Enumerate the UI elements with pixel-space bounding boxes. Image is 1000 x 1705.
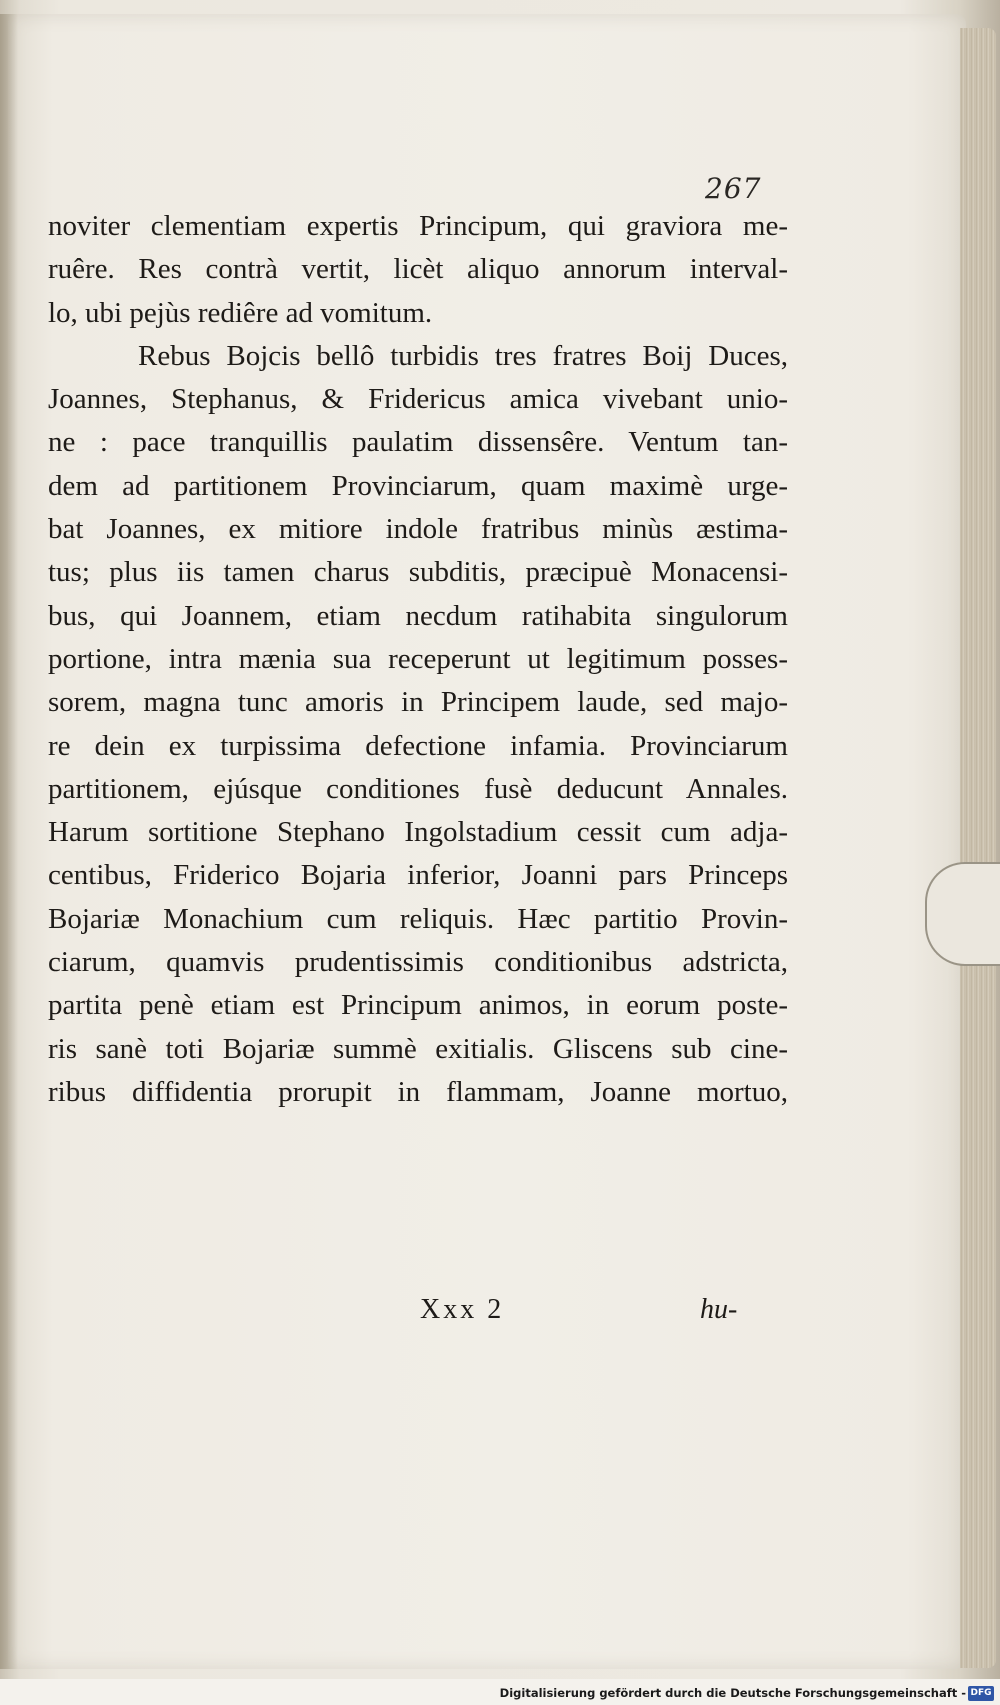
- text-line: ris sanè toti Bojariæ summè exitialis. Gliscens sub cine-: [48, 1032, 788, 1065]
- text-line: lo, ubi pejùs rediêre ad vomitum.: [48, 296, 433, 329]
- text-line: dem ad partitionem Provinciarum, quam maximè urge-: [48, 469, 788, 502]
- text-line: bat Joannes, ex mitiore indole fratribus minùs æstima-: [48, 513, 788, 546]
- gutter-shadow: [0, 14, 18, 1669]
- page-number: 267: [705, 172, 762, 205]
- text-line: ribus diffidentia prorupit in flammam, Joanne mortuo,: [48, 1075, 788, 1108]
- paragraph-start-line: Rebus Bojcis bellô turbidis tres fratres Boij Duces,: [138, 339, 788, 372]
- text-line: Joannes, Stephanus, & Fridericus amica vivebant unio-: [48, 383, 788, 416]
- digitization-footer: [0, 1679, 1000, 1705]
- signature-mark: Xxx 2: [420, 1294, 505, 1325]
- catchword: hu-: [700, 1294, 738, 1325]
- text-line: tus; plus iis tamen charus subditis, præcipuè Monacensi-: [48, 556, 788, 589]
- page-tab-marker: [925, 862, 1000, 966]
- text-line: Harum sortitione Stephano Ingolstadium cessit cum adja-: [48, 816, 788, 849]
- text-line: ruêre. Res contrà vertit, licèt aliquo annorum interval-: [48, 253, 788, 286]
- text-line: centibus, Friderico Bojaria inferior, Joanni pars Princeps: [48, 859, 788, 892]
- dfg-logo: DFG: [968, 1686, 994, 1701]
- text-line: partitionem, ejúsque conditiones fusè deducunt Annales.: [48, 772, 788, 805]
- text-line: portione, intra mænia sua receperunt ut legitimum posses-: [48, 642, 788, 675]
- text-line: partita penè etiam est Principum animos, in eorum poste-: [48, 989, 788, 1022]
- text-line: noviter clementiam expertis Principum, qui graviora me-: [48, 210, 788, 242]
- text-line: sorem, magna tunc amoris in Principem laude, sed majo-: [48, 686, 788, 719]
- text-line: re dein ex turpissima defectione infamia. Provinciarum: [48, 729, 788, 762]
- text-line: bus, qui Joannem, etiam necdum ratihabita singulorum: [48, 599, 788, 632]
- text-line: ciarum, quamvis prudentissimis conditionibus adstricta,: [48, 946, 788, 979]
- main-text: [48, 205, 788, 1114]
- text-line: Bojariæ Monachium cum reliquis. Hæc partitio Provin-: [48, 902, 788, 935]
- funding-notice: Digitalisierung gefördert durch die Deutsche Forschungsgemeinschaft -: [499, 1686, 966, 1700]
- page-edges: [960, 28, 996, 1668]
- text-line: ne : pace tranquillis paulatim dissensêre. Ventum tan-: [48, 426, 788, 459]
